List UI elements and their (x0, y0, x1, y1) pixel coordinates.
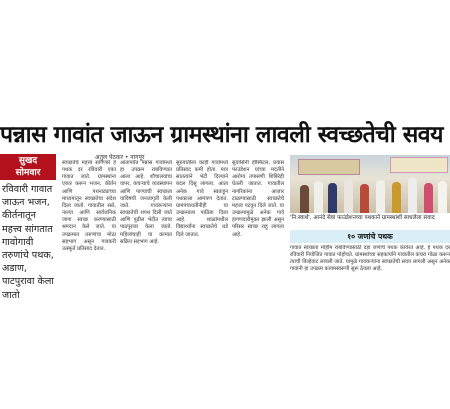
subheading: १० जणांचे पथक (290, 230, 450, 243)
newspaper-clipping (0, 118, 450, 308)
photo-person (328, 183, 337, 213)
photo-person (408, 178, 417, 213)
section-badge (0, 154, 56, 180)
photo-person (438, 181, 447, 213)
photo-banner-left (298, 159, 360, 175)
column-1-text: स्वच्छतेचे महत्त्व सांगणारे हे पथक दर रविवारी एका गावात जाते. ग्रामस्थांना एकत्र करून भजन, कीर्तन आणि पथनाट्याच्या माध्यमातून स्वच्छतेचा संदेश दिला जातो. गावातील रस्ते, नाल्या आणि सार्वजनिक जागा स्वच्छ करण्यासाठी श्रमदान केले जाते. या उपक्रमात तरुणांचा मोठा सहभाग असून गावकरी उत्स्फूर्त प्रतिसाद देतात. (62, 160, 116, 252)
byline: अतुल पेठकर • नागपूर (95, 154, 145, 161)
photo-person (424, 183, 433, 213)
subsection-text (290, 245, 450, 305)
badge-line-1: सुखद (18, 156, 38, 166)
article-column-3 (176, 160, 228, 300)
summary-text: रविवारी गावात जाऊन भजन, कीर्तनातून महत्त्व सांगतात गावोगावी तरुणांचे पथक, अडाण, पाटपुरावा केला जातो (2, 184, 54, 301)
photo-person (314, 181, 323, 213)
photo-person (376, 180, 385, 213)
subsection-paragraph: गावात स्वच्छता मोहीम राबविण्यासाठी दहा जणांचे पथक कार्यरत आहे. हे पथक दर रविवारी नियोजित गावात पोहोचते. ग्रामस्थांच्या सहकार्याने गावातील कचरा गोळा करून त्याची विल्हेवाट लावली जाते. यामुळे गावकऱ्यांना स्वच्छतेची सवय लागली असून अनेक गावांनी हा उपक्रम कायमस्वरूपी सुरू ठेवला आहे. (290, 245, 450, 273)
column-3-text: सुरुवातीला काही गावांमध्ये प्रतिसाद कमी होता. मात्र सातत्याने भेटी दिल्याने बदल दिसू लागला. आता अनेक गावे स्वतःहून पथकाला आमंत्रण देतात. ग्रामपंचायतींनीही या उपक्रमाला पाठिंबा दिला आहे. शाळांमधील विद्यार्थ्यांना स्वच्छतेचे धडे दिले जातात. (176, 160, 228, 238)
photo-person (300, 185, 309, 213)
photo-banner-right (390, 157, 448, 173)
column-4-text: सुवासिनी हॉस्पिटल, प्रयास फाउंडेशन यांच्या मदतीने आरोग्य तपासणी शिबिरेही घेतली जातात. गावातील नागरिकांना आजार टाळण्यासाठी स्वच्छतेचे महत्त्व पटवून दिले जाते. या उपक्रमामुळे अनेक गावे हागणदारीमुक्त झाली असून परिसर स्वच्छ राहू लागला आहे. (232, 160, 284, 238)
photo-person (344, 179, 353, 213)
article-column-4 (232, 160, 284, 300)
article-column-2 (120, 160, 172, 300)
headline: पन्नास गावांत जाऊन ग्रामस्थांना लावली स्वच्छतेची सवय (0, 122, 443, 148)
photo-caption: 'नि:स्वार्थ', आनंदे सेवा फाउंडेशनच्या पथकाने ग्रामस्थांशी साधलेला संवाद (290, 215, 435, 221)
badge-line-2: सोमवार (15, 168, 41, 178)
article-photo (290, 155, 450, 213)
column-2-text: आतापर्यंत पन्नास गावांमध्ये हा उपक्रम राबविण्यात आला आहे. शौचालयांचा वापर, कचऱ्याचे व्यवस्थापन आणि पाण्याची स्वच्छता याविषयी जनजागृती केली जाते. गावकऱ्यांना स्वच्छतेची शपथ दिली जाते आणि पुढील भेटीत त्याचा पाठपुरावा केला जातो. महिलांचाही या कामात सक्रिय सहभाग आहे. (120, 160, 172, 245)
photo-person (392, 182, 401, 213)
photo-person (360, 184, 369, 213)
article-column-1 (62, 160, 116, 300)
